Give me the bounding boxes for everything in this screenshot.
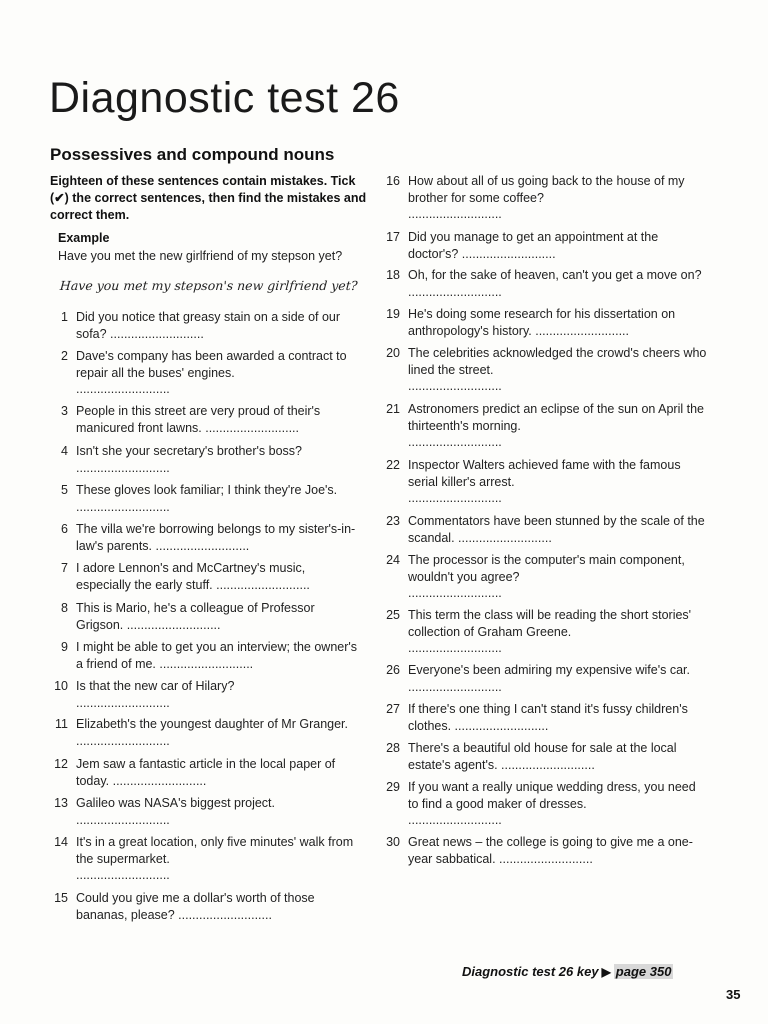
question-number: 21 bbox=[386, 402, 400, 416]
question-number: 13 bbox=[54, 796, 68, 810]
question-text: Astronomers predict an eclipse of the sun on April the thirteenth's morning. bbox=[408, 402, 704, 433]
question-number: 22 bbox=[386, 458, 400, 472]
answer-dots: ........................... bbox=[408, 207, 502, 221]
question-text: The processor is the computer's main component, wouldn't you agree? bbox=[408, 553, 685, 584]
question-text: I adore Lennon's and McCartney's music, especially the early stuff. ........................... bbox=[76, 561, 310, 592]
question-text: Elizabeth's the youngest daughter of Mr Granger. ........................... bbox=[76, 717, 348, 748]
question-text: The celebrities acknowledged the crowd's cheers who lined the street. bbox=[408, 346, 707, 377]
question-text: The villa we're borrowing belongs to my sister's-in-law's parents. ........................... bbox=[76, 522, 356, 553]
question-text: Could you give me a dollar's worth of those bananas, please? ........................... bbox=[76, 891, 315, 922]
question-text: He's doing some research for his dissertation on anthropology's history. ........................... bbox=[408, 307, 676, 338]
answer-key-page-link[interactable]: page 350 bbox=[615, 964, 672, 979]
question-text: This term the class will be reading the short stories' collection of Graham Greene. bbox=[408, 608, 692, 639]
answer-dots: ........................... bbox=[408, 379, 502, 393]
question-text: I might be able to get you an interview; the owner's a friend of me. ........................... bbox=[76, 640, 358, 671]
question-text: Oh, for the sake of heaven, can't you get a move on? ........................... bbox=[408, 268, 702, 299]
question-text: Inspector Walters achieved fame with the famous serial killer's arrest. bbox=[408, 458, 681, 489]
example-handwritten-answer: Have you met my stepson's new girlfriend yet? bbox=[59, 278, 359, 293]
answer-dots: ........................... bbox=[408, 813, 502, 827]
instructions: Eighteen of these sentences contain mistakes. Tick (✔) the correct sentences, then find the mistakes and correct them. bbox=[50, 174, 367, 222]
question-text: If you want a really unique wedding dress, you need to find a good maker of dresses. bbox=[408, 780, 696, 811]
question-number: 19 bbox=[386, 307, 400, 321]
answer-dots: ........................... bbox=[408, 435, 502, 449]
question-number: 26 bbox=[386, 663, 400, 677]
question-number: 30 bbox=[386, 835, 400, 849]
question-text: This is Mario, he's a colleague of Professor Grigson. ........................... bbox=[76, 601, 315, 632]
question-text: It's in a great location, only five minutes' walk from the supermarket. bbox=[76, 835, 354, 866]
question-text: Isn't she your secretary's brother's boss? bbox=[76, 444, 303, 458]
question-number: 4 bbox=[61, 444, 68, 458]
question-text: Jem saw a fantastic article in the local paper of today. ........................... bbox=[76, 757, 336, 788]
question-text: Commentators have been stunned by the scale of the scandal. ........................... bbox=[408, 514, 705, 545]
question-text: Everyone's been admiring my expensive wife's car. ........................... bbox=[408, 663, 690, 694]
question-number: 16 bbox=[386, 174, 400, 188]
question-number: 18 bbox=[386, 268, 400, 282]
right-triangle-icon: ▶ bbox=[601, 965, 611, 979]
answer-key-label: Diagnostic test 26 key bbox=[462, 964, 599, 979]
answer-dots: ........................... bbox=[76, 696, 170, 710]
question-number: 7 bbox=[61, 561, 68, 575]
question-number: 28 bbox=[386, 741, 400, 755]
question-number: 9 bbox=[61, 640, 68, 654]
question-text: People in this street are very proud of their's manicured front lawns. ........................... bbox=[76, 404, 321, 435]
section-subtitle: Possessives and compound nouns bbox=[50, 145, 335, 164]
question-number: 23 bbox=[386, 514, 400, 528]
example-sentence: Have you met the new girlfriend of my stepson yet? bbox=[58, 249, 343, 263]
question-number: 5 bbox=[61, 483, 68, 497]
question-number: 27 bbox=[386, 702, 400, 716]
page-number: 35 bbox=[726, 987, 741, 1002]
question-text: If there's one thing I can't stand it's fussy children's clothes. ........................... bbox=[408, 702, 688, 733]
question-number: 3 bbox=[61, 404, 68, 418]
question-number: 1 bbox=[61, 310, 68, 324]
question-text: Dave's company has been awarded a contract to repair all the buses' engines. bbox=[76, 349, 347, 380]
question-text: How about all of us going back to the house of my brother for some coffee? bbox=[408, 174, 685, 205]
question-number: 2 bbox=[61, 349, 68, 363]
question-number: 15 bbox=[54, 891, 68, 905]
answer-dots: ........................... bbox=[76, 813, 170, 827]
example-heading: Example bbox=[58, 231, 110, 245]
question-number: 24 bbox=[386, 553, 400, 567]
question-text: There's a beautiful old house for sale at the local estate's agent's. ........................... bbox=[408, 741, 677, 772]
question-text: Great news – the college is going to give me a one-year sabbatical. ........................... bbox=[408, 835, 693, 866]
question-text: These gloves look familiar; I think they're Joe's. ........................... bbox=[76, 483, 338, 514]
question-number: 10 bbox=[54, 679, 68, 693]
question-number: 25 bbox=[386, 608, 400, 622]
question-text: Did you manage to get an appointment at the doctor's? ........................... bbox=[408, 230, 659, 261]
question-number: 20 bbox=[386, 346, 400, 360]
answer-dots: ........................... bbox=[76, 382, 170, 396]
question-number: 8 bbox=[61, 601, 68, 615]
question-text: Is that the new car of Hilary? bbox=[76, 679, 235, 693]
answer-dots: ........................... bbox=[76, 461, 170, 475]
question-text: Galileo was NASA's biggest project. bbox=[76, 796, 276, 810]
answer-dots: ........................... bbox=[76, 868, 170, 882]
question-number: 29 bbox=[386, 780, 400, 794]
page-title: Diagnostic test 26 bbox=[49, 74, 400, 122]
answer-dots: ........................... bbox=[408, 641, 502, 655]
question-number: 14 bbox=[54, 835, 68, 849]
answer-key-reference[interactable] bbox=[462, 964, 673, 979]
question-number: 12 bbox=[54, 757, 68, 771]
answer-dots: ........................... bbox=[408, 491, 502, 505]
question-number: 17 bbox=[386, 230, 400, 244]
question-number: 11 bbox=[55, 717, 68, 731]
question-number: 6 bbox=[61, 522, 68, 536]
question-text: Did you notice that greasy stain on a side of our sofa? ........................... bbox=[76, 310, 341, 341]
answer-dots: ........................... bbox=[408, 586, 502, 600]
